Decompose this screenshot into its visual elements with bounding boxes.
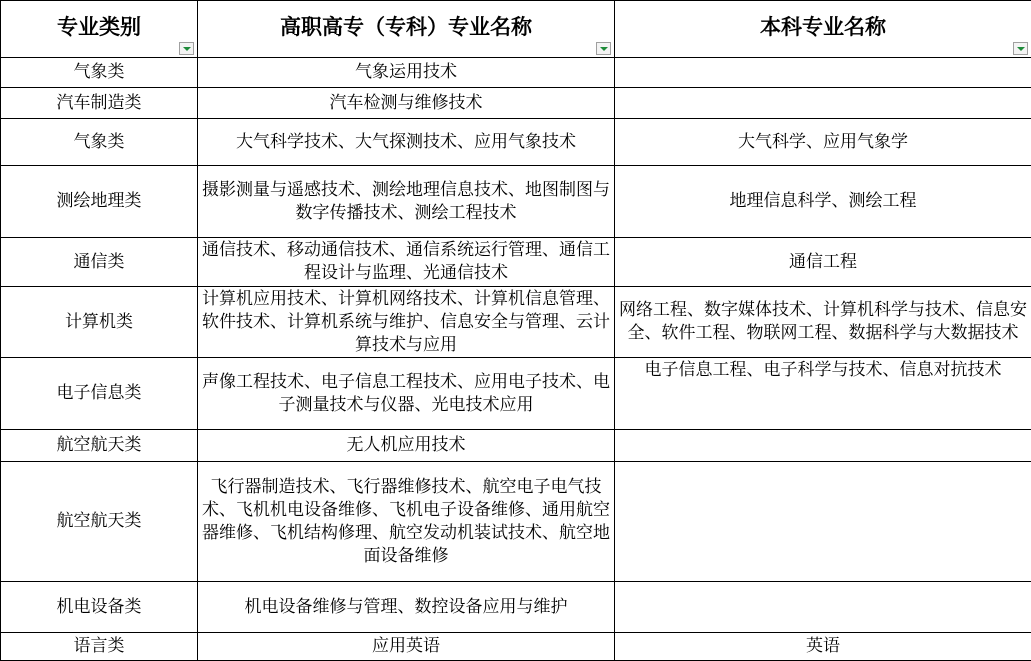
vocational-cell[interactable]: 气象运用技术 (198, 58, 615, 88)
undergraduate-cell[interactable]: 网络工程、数字媒体技术、计算机科学与技术、信息安全、软件工程、物联网工程、数据科学与大数据技术 (615, 287, 1031, 358)
category-cell[interactable]: 语言类 (1, 633, 198, 661)
undergraduate-cell[interactable] (615, 582, 1031, 633)
category-cell[interactable]: 机电设备类 (1, 582, 198, 633)
vocational-cell[interactable]: 应用英语 (198, 633, 615, 661)
vocational-cell[interactable]: 机电设备维修与管理、数控设备应用与维护 (198, 582, 615, 633)
vocational-cell[interactable]: 计算机应用技术、计算机网络技术、计算机信息管理、软件技术、计算机系统与维护、信息安全与管理、云计算技术与应用 (198, 287, 615, 358)
category-cell[interactable]: 汽车制造类 (1, 88, 198, 119)
header-row (1, 1, 1031, 58)
table-row (1, 119, 1031, 166)
category-cell[interactable]: 航空航天类 (1, 462, 198, 582)
undergraduate-cell[interactable]: 英语 (615, 633, 1031, 661)
category-cell[interactable]: 电子信息类 (1, 358, 198, 430)
filter-dropdown-icon[interactable] (1013, 42, 1028, 55)
table-row (1, 58, 1031, 88)
table-row (1, 358, 1031, 430)
undergraduate-cell[interactable] (615, 88, 1031, 119)
header-vocational-label: 高职高专（专科）专业名称 (280, 15, 532, 39)
undergraduate-cell[interactable]: 通信工程 (615, 238, 1031, 287)
header-category[interactable] (1, 1, 198, 58)
vocational-cell[interactable]: 无人机应用技术 (198, 430, 615, 462)
table-row (1, 430, 1031, 462)
undergraduate-cell[interactable] (615, 462, 1031, 582)
table-row (1, 582, 1031, 633)
header-undergraduate-label: 本科专业名称 (760, 15, 886, 39)
table-row (1, 88, 1031, 119)
table-row (1, 238, 1031, 287)
category-cell[interactable]: 气象类 (1, 58, 198, 88)
undergraduate-cell[interactable]: 地理信息科学、测绘工程 (615, 166, 1031, 238)
undergraduate-cell[interactable] (615, 58, 1031, 88)
vocational-cell[interactable]: 通信技术、移动通信技术、通信系统运行管理、通信工程设计与监理、光通信技术 (198, 238, 615, 287)
table-row (1, 462, 1031, 582)
category-cell[interactable]: 气象类 (1, 119, 198, 166)
vocational-cell[interactable]: 摄影测量与遥感技术、测绘地理信息技术、地图制图与数字传播技术、测绘工程技术 (198, 166, 615, 238)
header-category-label: 专业类别 (57, 15, 141, 39)
category-cell[interactable]: 测绘地理类 (1, 166, 198, 238)
undergraduate-cell[interactable] (615, 430, 1031, 462)
category-cell[interactable]: 计算机类 (1, 287, 198, 358)
undergraduate-cell[interactable]: 大气科学、应用气象学 (615, 119, 1031, 166)
undergraduate-cell[interactable]: 电子信息工程、电子科学与技术、信息对抗技术 (615, 358, 1031, 430)
filter-dropdown-icon[interactable] (179, 42, 194, 55)
table-row (1, 287, 1031, 358)
vocational-cell[interactable]: 大气科学技术、大气探测技术、应用气象技术 (198, 119, 615, 166)
category-cell[interactable]: 航空航天类 (1, 430, 198, 462)
filter-dropdown-icon[interactable] (596, 42, 611, 55)
table-row (1, 633, 1031, 661)
vocational-cell[interactable]: 飞行器制造技术、飞行器维修技术、航空电子电气技术、飞机机电设备维修、飞机电子设备维修、通用航空器维修、飞机结构修理、航空发动机装试技术、航空地面设备维修 (198, 462, 615, 582)
header-vocational[interactable] (198, 1, 615, 58)
header-undergraduate[interactable] (615, 1, 1031, 58)
vocational-cell[interactable]: 声像工程技术、电子信息工程技术、应用电子技术、电子测量技术与仪器、光电技术应用 (198, 358, 615, 430)
category-cell[interactable]: 通信类 (1, 238, 198, 287)
vocational-cell[interactable]: 汽车检测与维修技术 (198, 88, 615, 119)
table-row (1, 166, 1031, 238)
